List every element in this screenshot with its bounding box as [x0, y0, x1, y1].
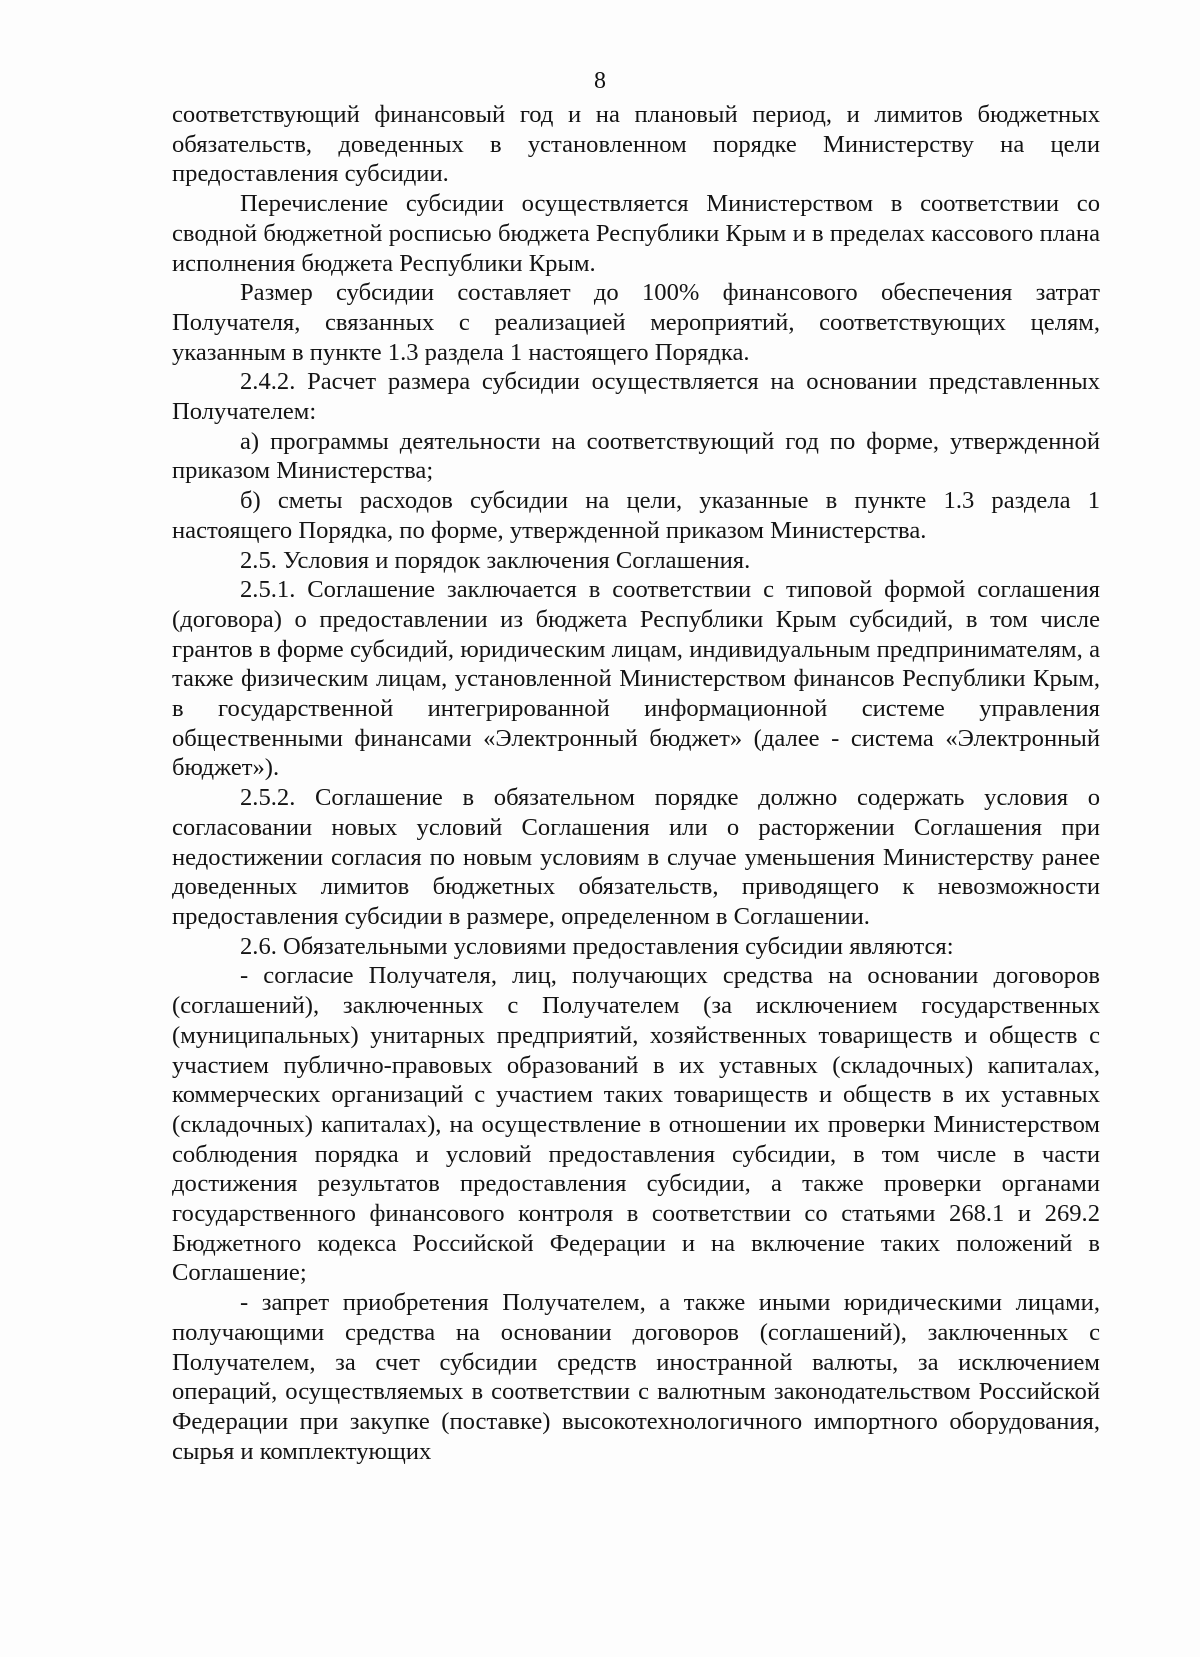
- paragraph: Перечисление субсидии осуществляется Министерством в соответствии со сводной бюджетной росписью бюджета Республики Крым и в пределах кассового плана исполнения бюджета Республики Крым.: [172, 190, 1100, 277]
- paragraph: б) сметы расходов субсидии на цели, указанные в пункте 1.3 раздела 1 настоящего Порядка, по форме, утвержденной приказом Министерства.: [172, 487, 1100, 544]
- page-number: 8: [594, 68, 606, 94]
- paragraph: Размер субсидии составляет до 100% финансового обеспечения затрат Получателя, связанных с реализацией мероприятий, соответствующих целям, указанным в пункте 1.3 раздела 1 настоящего Порядка.: [172, 279, 1100, 366]
- document-body: [172, 100, 1100, 1466]
- paragraph: 2.5. Условия и порядок заключения Соглашения.: [240, 546, 751, 574]
- paragraph: - запрет приобретения Получателем, а также иными юридическими лицами, получающими средства на основании договоров (соглашений), заключенных с Получателем, за счет субсидии средств иностранной валюты, за исключением операций, осуществляемых в соответствии с валютным законодательством Российской Федерации при закупке (поставке) высокотехнологичного импортного оборудования, сырья и комплектующих: [172, 1289, 1100, 1465]
- paragraph: 2.5.2. Соглашение в обязательном порядке должно содержать условия о согласовании новых условий Соглашения или о расторжении Соглашения при недостижении согласия по новым условиям в случае уменьшения Министерству ранее доведенных лимитов бюджетных обязательств, приводящего к невозможности предоставления субсидии в размере, определенном в Соглашении.: [172, 784, 1100, 930]
- paragraph: 2.4.2. Расчет размера субсидии осуществляется на основании представленных Получателем:: [172, 368, 1100, 426]
- paragraph: а) программы деятельности на соответствующий год по форме, утвержденной приказом Министерства;: [172, 427, 1100, 485]
- paragraph: соответствующий финансовый год и на плановый период, и лимитов бюджетных обязательств, доведенных в установленном порядке Министерству на цели предоставления субсидии.: [172, 101, 1100, 188]
- paragraph: 2.6. Обязательными условиями предоставления субсидии являются:: [240, 932, 954, 960]
- paragraph: 2.5.1. Соглашение заключается в соответствии с типовой формой соглашения (договора) о предоставлении из бюджета Республики Крым субсидий, в том числе грантов в форме субсидий, юридическим лицам, индивидуальным предпринимателям, а также физическим лицам, установленной Министерством финансов Республики Крым, в государственной интегрированной информационной системе управления общественными финансами «Электронный бюджет» (далее - система «Электронный бюджет»).: [172, 576, 1100, 782]
- paragraph: - согласие Получателя, лиц, получающих средства на основании договоров (соглашений), заключенных с Получателем (за исключением государственных (муниципальных) унитарных предприятий, хозяйственных товариществ и обществ с участием публично-правовых образований в их уставных (складочных) капиталах, коммерческих организаций с участием таких товариществ и обществ в их уставных (складочных) капиталах), на осуществление в отношении их проверки Министерством соблюдения порядка и условий предоставления субсидии, в том числе в части достижения результатов предоставления субсидии, а также проверки органами государственного финансового контроля в соответствии со статьями 268.1 и 269.2 Бюджетного кодекса Российской Федерации и на включение таких положений в Соглашение;: [172, 962, 1100, 1287]
